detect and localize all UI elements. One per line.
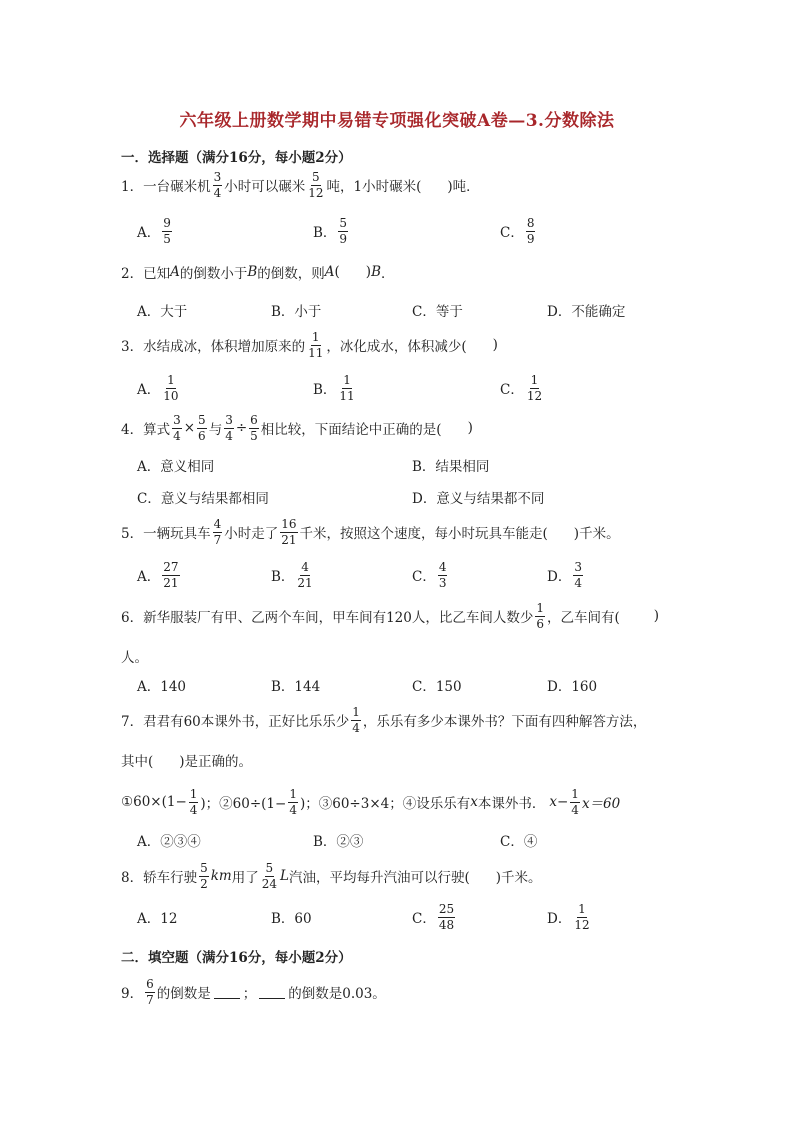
option-c[interactable]: C． $\frac{8}{9}$ — [500, 215, 535, 246]
variable: B — [247, 264, 258, 280]
option-b[interactable]: B．结果相同 — [412, 459, 490, 475]
q8-text: 8．轿车行驶 — [121, 870, 198, 886]
section-heading-fill-in: 二．填空题（满分16分，每小题2分） — [121, 950, 352, 966]
question-7-methods — [121, 782, 620, 822]
q9-text: 的倒数是0.03。 — [288, 986, 386, 1002]
question-8 — [121, 856, 542, 896]
fraction: $\frac{5}{24}$ — [261, 860, 277, 891]
q4-text: 与 — [208, 422, 223, 438]
question-2 — [121, 252, 395, 292]
q5-text: 千米，按照这个速度，每小时玩具车能走( — [299, 526, 548, 542]
q8-options — [137, 897, 697, 937]
method-text: ①60×(1− — [121, 794, 187, 810]
operator: ÷ — [235, 420, 248, 436]
section-heading-choice: 一．选择题（满分16分，每小题2分） — [121, 150, 352, 166]
question-3 — [121, 325, 498, 365]
fraction: $\frac{1}{4}$ — [571, 786, 579, 817]
q1-text: 吨，1小时碾米( — [326, 179, 422, 195]
fraction: $\frac{1}{11}$ — [308, 329, 324, 360]
q7-text: ，乐乐有多少本课外书？下面有四种解答方法， — [362, 714, 647, 730]
option-c[interactable]: C．等于 — [412, 304, 463, 320]
q8-text: 用了 — [231, 870, 259, 886]
fraction: $\frac{6}{7}$ — [146, 976, 154, 1007]
q6-options — [137, 665, 697, 705]
q2-text: ． — [381, 266, 395, 282]
q7-text: 7．君君有60本课外书，正好比乐乐少 — [121, 714, 350, 730]
fraction: $\frac{16}{21}$ — [281, 516, 297, 547]
fill-blank[interactable] — [214, 986, 240, 999]
option-a[interactable]: A．12 — [137, 911, 178, 927]
q3-text: ) — [492, 337, 498, 353]
option-d[interactable]: D．不能确定 — [547, 304, 626, 320]
q9-text: ； — [242, 986, 257, 1002]
question-5 — [121, 512, 620, 552]
q9-text: 9． — [121, 986, 144, 1002]
option-b[interactable]: B．144 — [271, 679, 321, 695]
option-d[interactable]: D．意义与结果都不同 — [412, 491, 545, 507]
option-a[interactable]: A．大于 — [137, 304, 188, 320]
q6-text: ) — [653, 608, 660, 624]
unit: L — [280, 868, 289, 884]
question-4 — [121, 408, 473, 448]
question-7-continued — [121, 740, 252, 780]
q7-text: 其中( — [121, 754, 154, 770]
option-a[interactable]: A． $\frac{9}{5}$ — [137, 215, 171, 246]
q8-text: 汽油，平均每升汽油可以行驶( — [288, 870, 470, 886]
option-b[interactable]: B． $\frac{1}{11}$ — [313, 372, 355, 403]
option-b[interactable]: B． $\frac{4}{21}$ — [271, 559, 313, 590]
option-a[interactable]: A． $\frac{27}{21}$ — [137, 559, 179, 590]
q4-text: ) — [467, 420, 473, 436]
q4-text: 4．算式 — [121, 422, 171, 438]
option-a[interactable]: A． $\frac{1}{10}$ — [137, 372, 179, 403]
unit: km — [210, 868, 232, 884]
option-b[interactable]: B．②③ — [313, 834, 364, 850]
fraction: $\frac{1}{4}$ — [352, 704, 360, 735]
option-a[interactable]: A．②③④ — [137, 834, 201, 850]
q1-options — [137, 211, 697, 251]
variable: B — [371, 264, 381, 280]
q9-text: 的倒数是 — [156, 986, 211, 1002]
equation-text: x− — [549, 794, 569, 810]
question-9 — [121, 972, 386, 1012]
question-6 — [121, 596, 659, 636]
q5-text: )千米。 — [573, 526, 620, 542]
operator: × — [183, 420, 196, 436]
fraction: $\frac{5}{2}$ — [200, 860, 208, 891]
option-a[interactable]: A．140 — [137, 679, 187, 695]
option-c[interactable]: C． $\frac{1}{12}$ — [500, 372, 543, 403]
q6-text: 人。 — [121, 650, 148, 666]
q2-text: ) — [365, 264, 372, 280]
q2-text: 的倒数小于 — [179, 266, 248, 282]
option-b[interactable]: B．小于 — [271, 304, 322, 320]
question-7 — [121, 700, 646, 740]
fraction: $\frac{1}{4}$ — [289, 786, 297, 817]
q4-text: 相比较，下面结论中正确的是( — [260, 422, 442, 438]
q2-options — [137, 290, 697, 330]
fraction: $\frac{3}{4}$ — [213, 169, 222, 200]
q2-text: ( — [334, 264, 340, 280]
q8-text: )千米。 — [495, 870, 542, 886]
q3-text: ，冰化成水，体积减少( — [326, 339, 467, 355]
option-c[interactable]: C．④ — [500, 834, 538, 850]
q4-options-row2 — [137, 477, 697, 517]
fraction: $\frac{4}{7}$ — [213, 516, 222, 547]
page-title: 六年级上册数学期中易错专项强化突破A卷—3.分数除法 — [179, 111, 615, 131]
q1-text: 小时可以碾米 — [224, 179, 306, 195]
q2-text: 的倒数，则 — [257, 266, 325, 282]
fraction: $\frac{1}{6}$ — [536, 600, 544, 631]
variable: x — [470, 794, 478, 810]
option-b[interactable]: B． $\frac{5}{9}$ — [313, 215, 348, 246]
fraction: $\frac{5}{12}$ — [308, 169, 324, 200]
q7-text: )是正确的。 — [179, 754, 253, 770]
equation-text: x＝60 — [581, 796, 621, 812]
q1-text: )吨． — [447, 179, 480, 195]
option-c[interactable]: C．150 — [412, 679, 462, 695]
q5-text: 小时走了 — [224, 526, 279, 542]
q5-text: 5．一辆玩具车 — [121, 526, 211, 542]
option-d[interactable]: D． $\frac{3}{4}$ — [547, 559, 582, 590]
q6-text: ，乙车间有( — [547, 610, 620, 626]
q5-options — [137, 555, 697, 595]
question-1 — [121, 165, 480, 205]
q3-options — [137, 368, 697, 408]
q7-options — [137, 820, 697, 860]
fraction: $\frac{3}{4}$ — [225, 412, 233, 443]
q1-text: 1．一台碾米机 — [121, 179, 211, 195]
method-text: )；②60÷(1− — [200, 796, 287, 812]
fraction: $\frac{3}{4}$ — [173, 412, 181, 443]
fill-blank[interactable] — [259, 986, 285, 999]
option-d[interactable]: D．160 — [547, 679, 598, 695]
fraction: $\frac{1}{4}$ — [189, 786, 198, 817]
fraction: $\frac{5}{6}$ — [198, 412, 206, 443]
q6-text: 6．新华服装厂有甲、乙两个车间，甲车间有120人，比乙车间人数少 — [121, 610, 534, 626]
variable: A — [170, 264, 180, 280]
variable: A — [324, 264, 335, 280]
option-c[interactable]: C． $\frac{4}{3}$ — [412, 559, 447, 590]
option-b[interactable]: B．60 — [271, 911, 312, 927]
option-a[interactable]: A．意义相同 — [137, 459, 215, 475]
option-c[interactable]: C． $\frac{25}{48}$ — [412, 901, 455, 932]
method-text: )；③60÷3×4；④设乐乐有 — [299, 796, 471, 812]
option-c[interactable]: C．意义与结果都相同 — [137, 491, 269, 507]
option-d[interactable]: D． $\frac{1}{12}$ — [547, 901, 590, 932]
q2-text: 2．已知 — [121, 266, 171, 282]
method-text: 本课外书． — [477, 796, 546, 812]
fraction: $\frac{6}{5}$ — [250, 412, 258, 443]
q3-text: 3．水结成冰，体积增加原来的 — [121, 339, 306, 355]
